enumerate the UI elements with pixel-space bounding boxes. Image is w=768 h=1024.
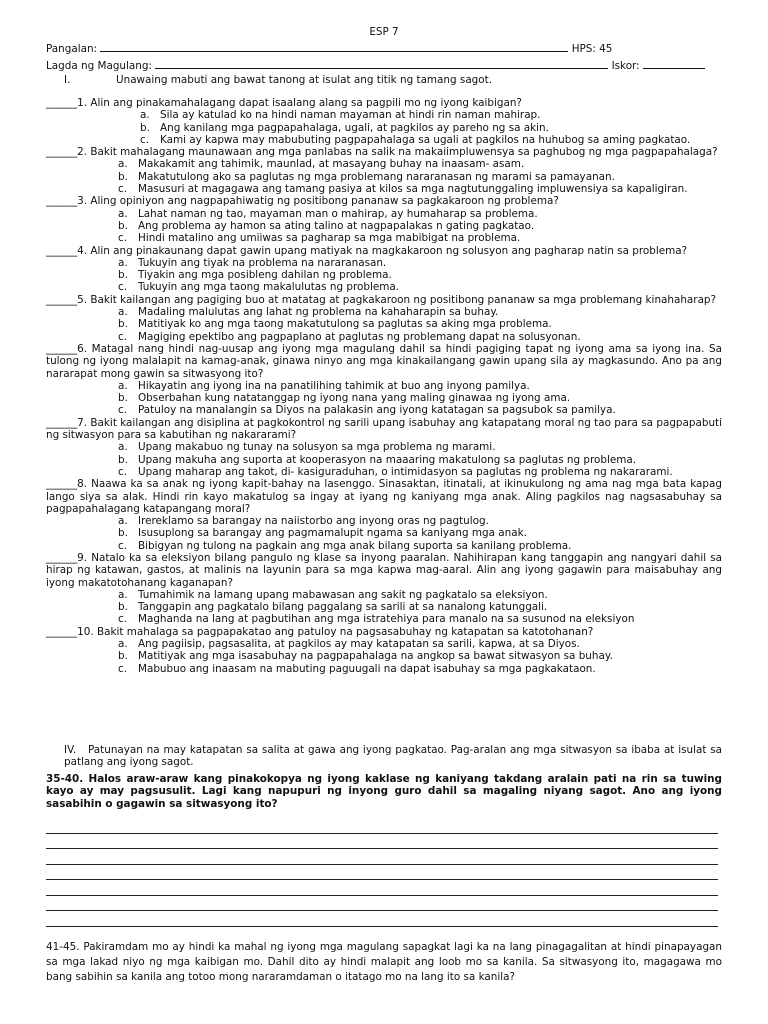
option-letter: b. [118,219,128,232]
option-text: Upang makabuo ng tunay na solusyon sa mga problema ng marami. [138,441,496,454]
option-letter: c. [118,662,128,675]
score-label: Iskor: [611,60,640,72]
answer-line[interactable] [46,849,718,865]
name-blank[interactable] [100,41,568,52]
option-text: Obserbahan kung natatanggap ng iyong nana yang maling ginawaa ng iyong ama. [138,392,571,405]
option-text: Matitiyak ko ang mga taong makatutulong sa paglutas sa aking mga problema. [138,318,552,331]
option-text: Hindi matalino ang umiiwas sa pagharap sa mga mabibigat na problema. [138,232,521,245]
option [92,183,722,195]
option [92,540,722,552]
option-letter: c. [118,613,128,626]
option-text: Ang kanilang mga pagpapahalaga, ugali, at pagkilos ay pareho ng sa akin. [160,121,549,134]
option-text: Tiyakin ang mga posibleng dahilan ng problema. [138,269,392,282]
question-6: ______6. Matagal nang hindi nag-uusap ang iyong mga magulang dahil sa hindi pagiging tapat ng iyong ama sa iyong ina. Sa tulong ng iyong malalapit na kamag-anak, ginawa ninyo ang mga kinakailangang gawin upang sila ay magkasundo. Ano pa ang nararapat mong gawin sa sitwasyong ito? [46,342,722,380]
option-letter: c. [118,404,128,417]
question-1: ______1. Alin ang pinakamahalagang dapat isaalang alang sa pagpili mo ng iyong kaibigan? [46,97,522,109]
answer-line[interactable] [46,880,718,896]
option-letter: a. [118,441,128,454]
section-number: I. [64,74,71,86]
option-letter: a. [118,515,128,528]
option [114,109,722,121]
score-blank[interactable] [643,58,705,69]
part-text: Patunayan na may katapatan sa salita at gawa ang iyong pagkatao. Pag-aralan ang mga sitwasyon sa ibaba at isulat sa patlang ang iyong sagot. [64,744,722,769]
answer-line[interactable] [46,865,718,881]
option [92,454,722,466]
option-text: Bibigyan ng tulong na pagkain ang mga anak bilang suporta sa kanilang problema. [138,539,572,552]
option-text: Matitiyak ang mga isasabuhay na pagpapahalaga na angkop sa bawat sitwasyon sa buhay. [138,650,613,663]
option [92,318,722,330]
question-7: ______7. Bakit kailangan ang disiplina at pagkokontrol ng sarili upang isabuhay ang katapatang moral ng tao para sa pagpapabuti ng sitwasyon para sa kabutihan ng nakararami? [46,416,722,442]
option-letter: b. [118,650,128,663]
signature-blank[interactable] [155,58,608,69]
option-letter: a. [118,256,128,269]
option [92,613,722,625]
answer-line[interactable] [46,896,718,912]
option-text: Tukuyin ang mga taong makalulutas ng problema. [138,281,400,294]
option [92,306,722,318]
option-letter: b. [118,527,128,540]
option-text: Patuloy na manalangin sa Diyos na palakasin ang iyong katatagan sa pagsubok sa pamilya. [138,404,616,417]
option-letter: c. [118,183,128,196]
question-8: ______8. Naawa ka sa anak ng iyong kapit-bahay na lasenggo. Sinasaktan, itinatali, at ikinukulong ng ama nag mga bata kapag lango siya sa alak. Hindi rin kayo makatulog sa ingay at iyang ng kaniyang mga anak. Aling pagkilos nag nagsasabuhay sa pagpapahalagang katapangang moral? [46,478,722,515]
parent-signature-label: Lagda ng Magulang: [46,60,152,72]
option-text: Upang makuha ang suporta at kooperasyon na maaaring makatulong sa paglutas ng problema. [138,453,637,466]
option-text: Maghanda na lang at pagbutihan ang mga istratehiya para manalo na sa susunod na eleksiyon [138,613,635,626]
option [114,122,722,134]
option-letter: c. [118,281,128,294]
answer-line[interactable] [46,818,718,834]
option-text: Makatutulong ako sa paglutas ng mga problemang nararanasan ng marami sa pamayanan. [138,170,615,183]
option [92,650,722,662]
option [92,515,722,527]
option [92,281,722,293]
option [92,527,722,539]
option-letter: a. [118,379,128,392]
option-letter: b. [118,269,128,282]
answer-lines-1[interactable] [46,818,718,927]
option [92,392,722,404]
option [92,638,722,650]
question-4: ______4. Alin ang pinakaunang dapat gawin upang matiyak na magkakaroon ng solusyon ang pagharap natin sa problema? [46,244,688,257]
option [92,208,722,220]
question-10: ______10. Bakit mahalaga sa pagpapakatao ang patuloy na pagsasabuhay ng katapatan sa katotohanan? [46,625,594,638]
option-letter: c. [118,232,128,245]
question-5: ______5. Bakit kailangan ang pagiging buo at matatag at pagkakaroon ng positibong pananaw sa mga problemang kinahaharap? [46,293,717,306]
option-text: Isusuplong sa barangay ang pagmamalupit ngama sa kaniyang mga anak. [138,527,527,540]
option [114,134,722,146]
option [92,663,722,675]
option-text: Sila ay katulad ko na hindi naman mayaman at hindi rin naman mahirap. [160,109,541,122]
option [92,404,722,416]
option-text: Magiging epektibo ang pagpaplano at paglutas ng problemang dapat na solusyonan. [138,330,581,343]
option [92,601,722,613]
option-letter: c. [118,539,128,552]
option-text: Irereklamo sa barangay na naiistorbo ang inyong oras ng pagtulog. [138,515,489,528]
option [92,331,722,343]
option-letter: a. [118,207,128,220]
answer-line[interactable] [46,834,718,850]
option [92,171,722,183]
option-text: Upang maharap ang takot, di- kasiguraduhan, o intimidasyon sa paglutas ng problema ng nakararami. [138,465,673,478]
question-list [46,97,722,675]
option-text: Kami ay kapwa may mabubuting pagpapahalaga sa ugali at pagkilos na huhubog sa aming pagkatao. [160,133,691,146]
option-letter: b. [118,318,128,331]
section-1-instruction [64,74,492,86]
option-text: Ang pagiisip, pagsasalita, at pagkilos ay may katapatan sa sarili, kapwa, at sa Diyos. [138,638,580,651]
option-letter: c. [118,330,128,343]
option [92,441,722,453]
page-title: ESP 7 [369,26,399,38]
option [92,466,722,478]
part-number: IV. [64,744,77,756]
option-text: Madaling malulutas ang lahat ng problema na kahaharapin sa buhay. [138,306,499,319]
essay-prompt-2: 41-45. Pakiramdam mo ay hindi ka mahal ng iyong mga magulang sapagkat lagi ka na lang pinagagalitan at hindi pinapayagan sa mga lakad niyo ng mga kaibigan mo. Dahil dito ay hindi malapit ang loob mo sa kanila. Sa sitwasyong ito, magagawa mo bang sabihin sa kanila ang totoo mong nararamdaman o itatago mo na lang ito sa kanila? [46,941,722,983]
option-text: Tumahimik na lamang upang mabawasan ang sakit ng pagkatalo sa eleksiyon. [138,588,548,601]
option [92,269,722,281]
option-letter: b. [118,392,128,405]
option-text: Hikayatin ang iyong ina na panatilihing tahimik at buo ang inyong pamilya. [138,379,530,392]
option-letter: a. [140,109,150,122]
name-label: Pangalan: [46,43,98,55]
question-2: ______2. Bakit mahalagang maunawaan ang mga panlabas na salik na makaiimpluwensya sa paghubog ng mga pagpapahalaga? [46,146,718,159]
option [92,220,722,232]
option-letter: b. [118,170,128,183]
option-letter: b. [140,121,150,134]
option-text: Lahat naman ng tao, mayaman man o mahirap, ay humaharap sa problema. [138,207,538,220]
option-letter: c. [118,465,128,478]
option-letter: a. [118,588,128,601]
option [92,158,722,170]
option-letter: c. [140,133,150,146]
hps-label: HPS: 45 [571,43,613,55]
question-3: ______3. Aling opiniyon ang nagpapahiwatig ng positibong pananaw sa pagkakaroon ng problema? [46,195,559,208]
option [92,589,722,601]
signature-row [46,58,705,72]
essay-prompt-1: 35-40. Halos araw-araw kang pinakokopya ng iyong kaklase ng kaniyang takdang aralain pati na rin sa tuwing kayo ay may pagsusulit. Lagi kang napupuri ng inyong guro dahil sa magaling niyang sagot. Ano ang iyong sasabihin o gagawin sa sitwasyong ito? [46,773,722,810]
option [92,380,722,392]
option-text: Ang problema ay hamon sa ating talino at nagpapalakas n gating pagkatao. [138,219,535,232]
option-letter: a. [118,306,128,319]
option-letter: a. [118,158,128,171]
option-text: Tanggapin ang pagkatalo bilang paggalang sa sarili at sa nanalong katunggali. [138,601,548,614]
option [92,257,722,269]
option-letter: b. [118,453,128,466]
part-4-instruction [64,744,722,769]
option-letter: b. [118,601,128,614]
name-row [46,41,612,55]
option-text: Mabubuo ang inaasam na mabuting paguugali na dapat isabuhay sa mga pagkakataon. [138,662,596,675]
section-text: Unawaing mabuti ang bawat tanong at isulat ang titik ng tamang sagot. [116,74,493,86]
option-letter: a. [118,638,128,651]
question-9: ______9. Natalo ka sa eleksiyon bilang pangulo ng klase sa inyong paaralan. Nahihirapan kang tanggapin ang nangyari dahil sa hirap ng katawan, gastos, at malinis na layunin para sa mga kapwa mag-aaral. Alin ang iyong gagawin para maisabuhay ang iyong makatotohanang kaganapan? [46,551,722,589]
option-text: Tukuyin ang tiyak na problema na nararanasan. [138,256,387,269]
option-text: Masusuri at magagawa ang tamang pasiya at kilos sa mga nagtutunggaling impluwensiya sa kapaligiran. [138,183,688,196]
answer-line[interactable] [46,911,718,927]
option [92,232,722,244]
option-text: Makakamit ang tahimik, maunlad, at masayang buhay na inaasam- asam. [138,158,525,171]
